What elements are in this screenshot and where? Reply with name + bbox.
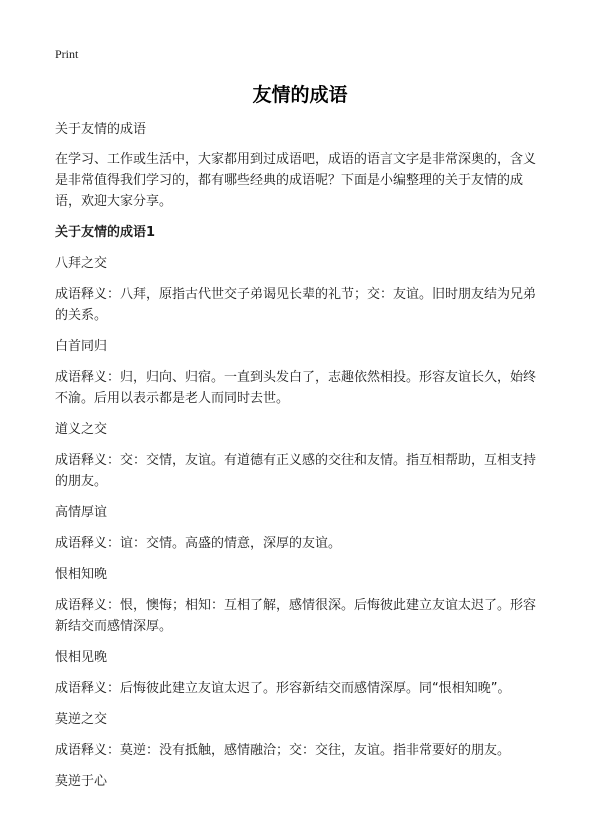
idiom-name: 莫逆之交: [55, 712, 108, 727]
idiom-name: 高情厚谊: [55, 505, 108, 520]
idiom-definition: 成语释义：交：交情，友谊。有道德有正义感的交往和友情。指互相帮助，互相支持的朋友。: [55, 453, 537, 489]
idiom-name: 莫逆于心: [55, 774, 108, 789]
idiom-definition: 成语释义：恨，懊悔；相知：互相了解，感情很深。后悔彼此建立友谊太迟了。形容新结交而感情深厚。: [55, 598, 537, 634]
print-link[interactable]: Print: [55, 47, 79, 61]
idiom-definition: 成语释义：归，归向、归宿。一直到头发白了，志趣依然相投。形容友谊长久，始终不渝。后用以表示都是老人而同时去世。: [55, 370, 537, 406]
idiom-name: 白首同归: [55, 339, 108, 354]
page-title: 友情的成语: [252, 84, 348, 106]
idiom-definition: 成语释义：莫逆：没有抵触，感情融洽；交：交往，友谊。指非常要好的朋友。: [55, 743, 511, 758]
section-heading: 关于友情的成语1: [55, 225, 156, 240]
idiom-name: 八拜之交: [55, 256, 108, 271]
intro-paragraph: 在学习、工作或生活中，大家都用到过成语吧，成语的语言文字是非常深奥的，含义是非常值得我们学习的，都有哪些经典的成语呢？下面是小编整理的关于友情的成语，欢迎大家分享。: [55, 152, 537, 209]
idiom-definition: 成语释义：八拜，原指古代世交子弟谒见长辈的礼节；交：友谊。旧时朋友结为兄弟的关系。: [55, 287, 537, 323]
idiom-name: 恨相见晚: [55, 650, 108, 665]
subtitle: 关于友情的成语: [55, 122, 147, 137]
idiom-name: 恨相知晚: [55, 567, 108, 582]
idiom-definition: 成语释义：后悔彼此建立友谊太迟了。形容新结交而感情深厚。同“恨相知晚”。: [55, 681, 511, 696]
idiom-definition: 成语释义：谊：交情。高盛的情意，深厚的友谊。: [55, 536, 342, 551]
idiom-name: 道义之交: [55, 422, 108, 437]
idiom-list: [55, 253, 547, 792]
article-body: [55, 119, 547, 802]
